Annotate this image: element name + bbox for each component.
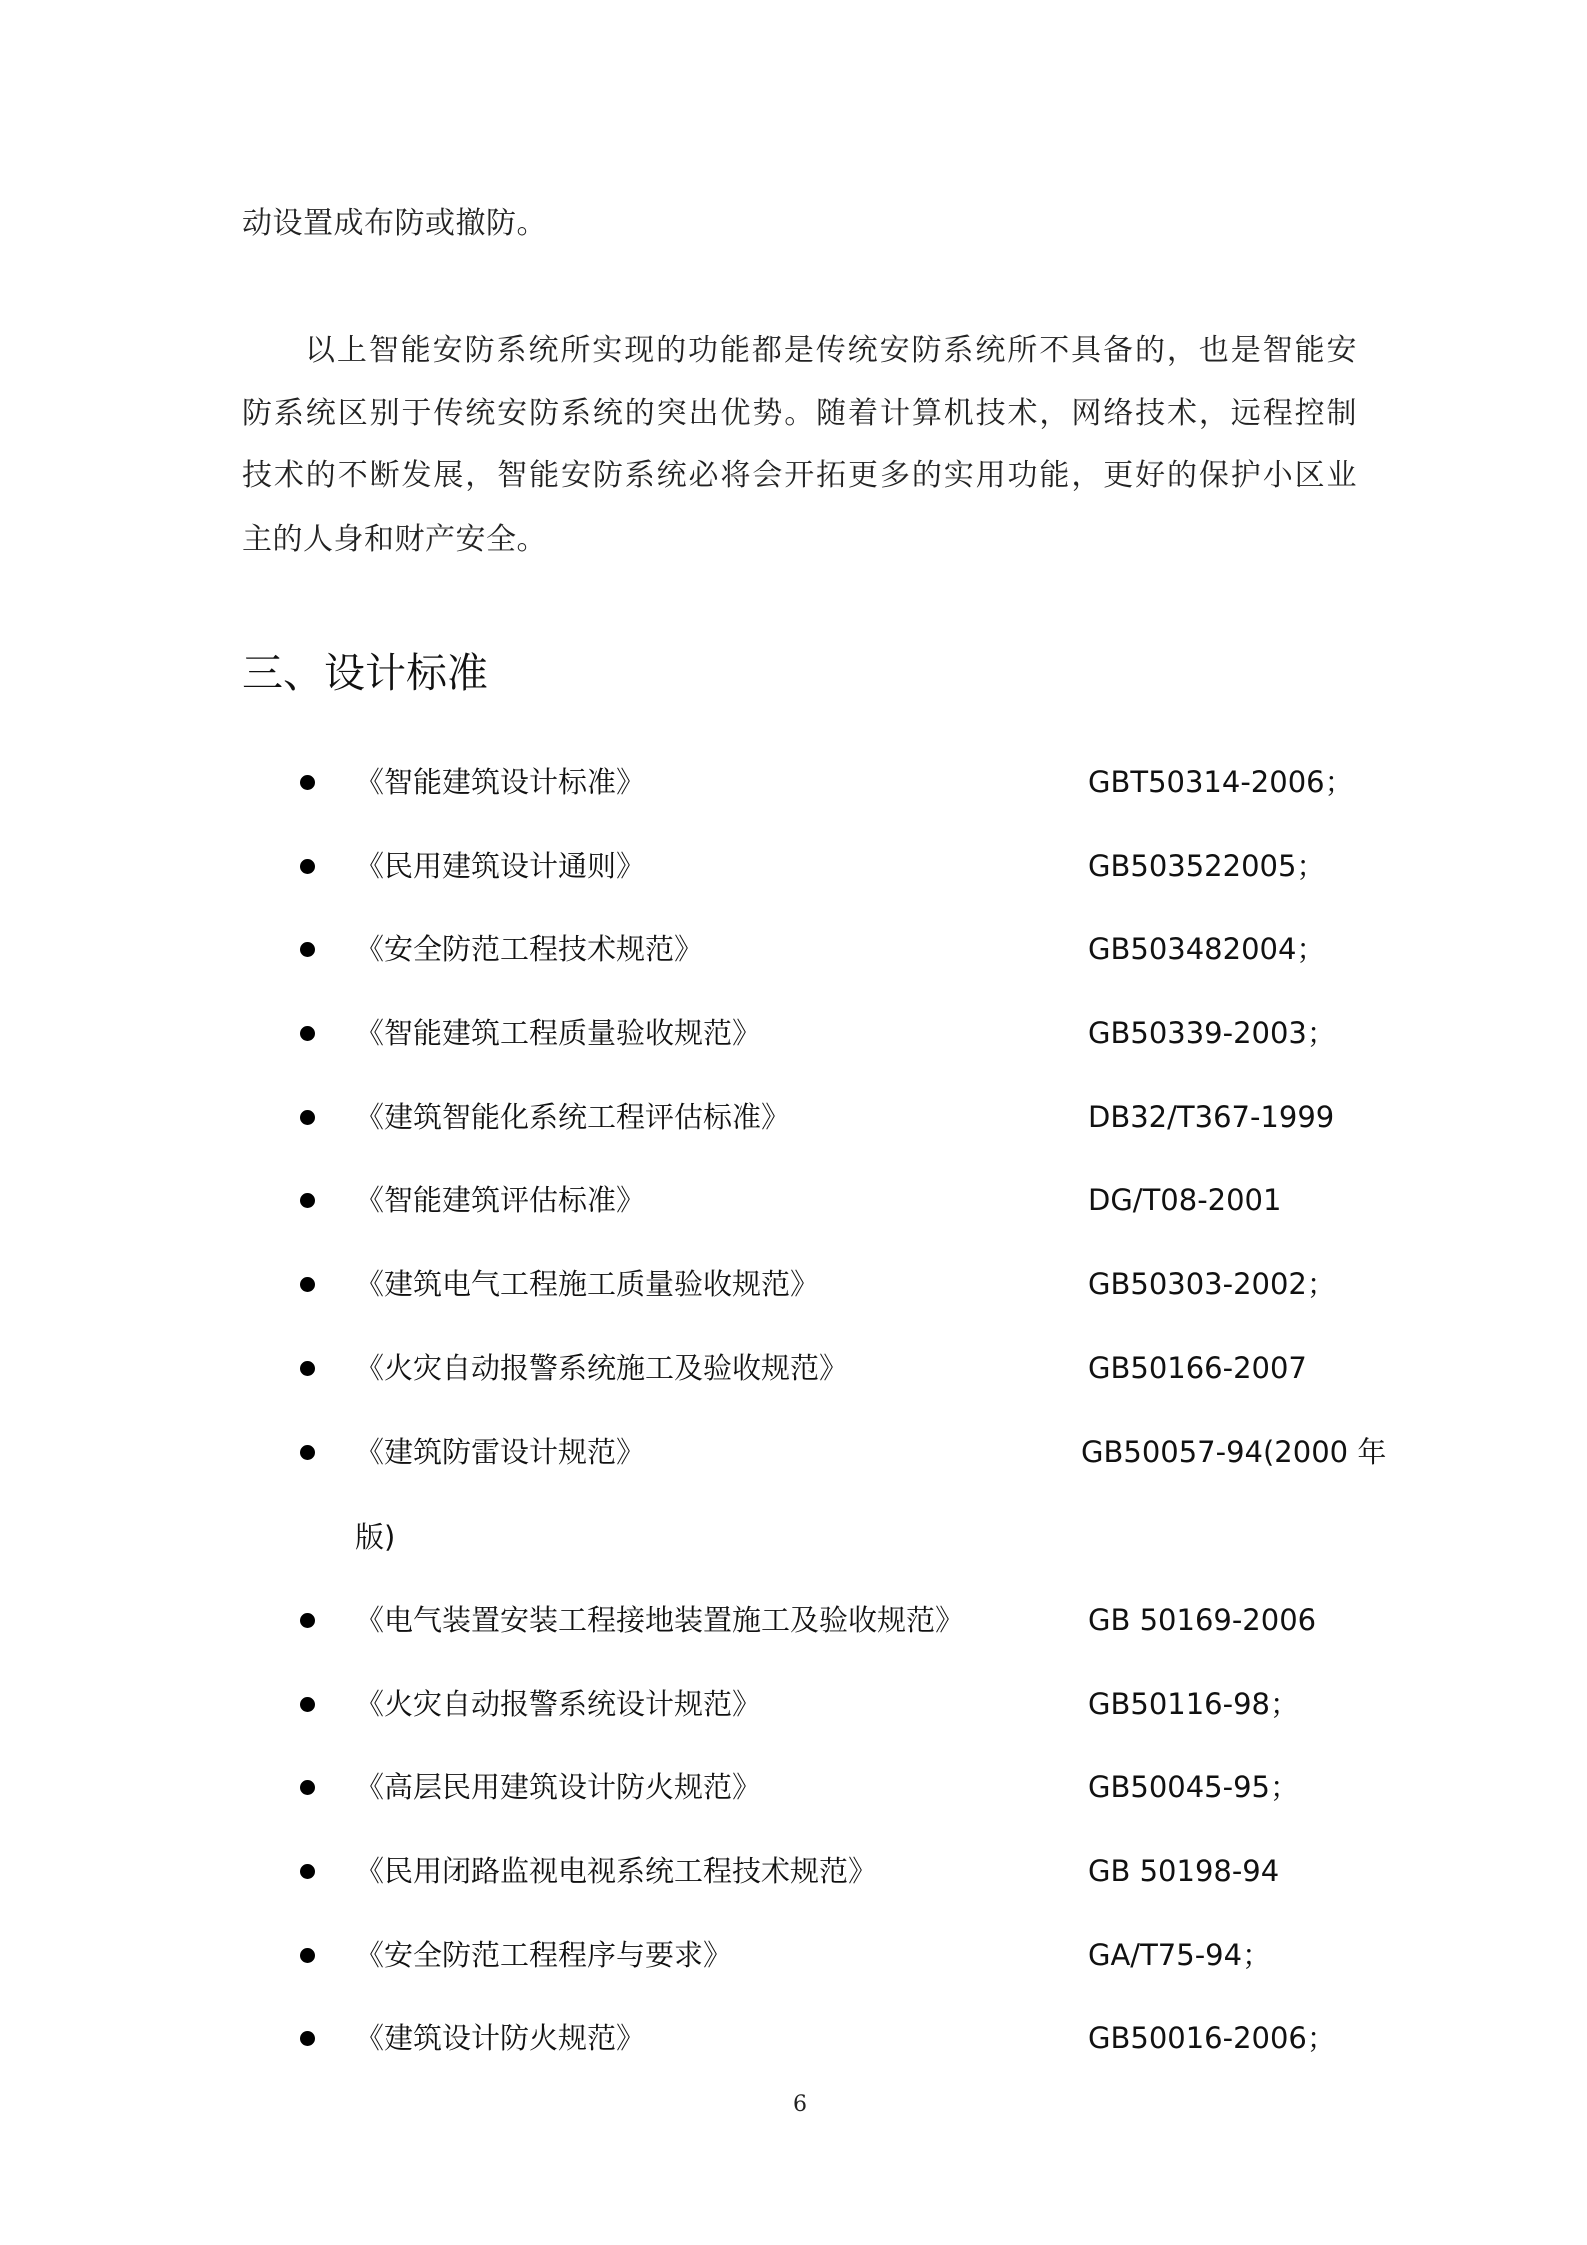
standard-item [0,1180,1587,1220]
standard-code: DB32/T367-1999 [1088,1100,1335,1134]
standard-title: 《智能建筑设计标准》 [355,765,646,799]
standard-code: GB50016-2006； [1088,2021,1336,2055]
standard-code: GB503482004； [1088,932,1326,966]
paragraph-line: 主的人身和财产安全。 [242,522,547,557]
standard-code: GB503522005； [1088,849,1326,883]
bullet-icon [300,1361,315,1376]
standard-code: DG/T08-2001 [1088,1183,1282,1217]
bullet-icon [300,1613,315,1628]
standard-item [0,846,1587,886]
section-heading: 三、设计标准 [242,649,488,697]
bullet-icon [300,1193,315,1208]
bullet-icon [300,942,315,957]
standard-title: 《建筑设计防火规范》 [355,2021,646,2055]
bullet-icon [300,775,315,790]
bullet-icon [300,1026,315,1041]
standard-code: GB50057-94(2000 年 [1081,1435,1387,1469]
paragraph-line: 以上智能安防系统所实现的功能都是传统安防系统所不具备的，也是智能安 [305,333,1357,368]
standard-title: 《火灾自动报警系统设计规范》 [355,1687,762,1721]
bullet-icon [300,1948,315,1963]
standard-code: GB 50198-94 [1088,1854,1280,1888]
standard-item [0,1767,1587,1807]
standard-title: 《建筑电气工程施工质量验收规范》 [355,1267,820,1301]
standard-item [0,1851,1587,1891]
bullet-icon [300,1277,315,1292]
standard-title: 《智能建筑工程质量验收规范》 [355,1016,762,1050]
standard-item [0,929,1587,969]
page-number: 6 [793,2092,807,2117]
standard-title: 《建筑智能化系统工程评估标准》 [355,1100,791,1134]
paragraph-line: 技术的不断发展，智能安防系统必将会开拓更多的实用功能，更好的保护小区业 [242,458,1357,493]
standard-title: 《智能建筑评估标准》 [355,1183,646,1217]
standard-item [0,1097,1587,1137]
standard-item [0,2018,1587,2058]
standard-title: 《安全防范工程技术规范》 [355,932,704,966]
bullet-icon [300,1697,315,1712]
standard-code-continuation: 版) [355,1520,396,1554]
standard-code: GB50303-2002； [1088,1267,1336,1301]
standard-code: GB50166-2007 [1088,1351,1307,1385]
standard-item [0,1684,1587,1724]
standard-title: 《民用闭路监视电视系统工程技术规范》 [355,1854,878,1888]
bullet-icon [300,1864,315,1879]
bullet-icon [300,2031,315,2046]
standard-code: GB50045-95； [1088,1770,1299,1804]
standard-title: 《建筑防雷设计规范》 [355,1435,646,1469]
standard-code: GA/T75-94； [1088,1938,1272,1972]
standard-item [0,1935,1587,1975]
standard-title: 《火灾自动报警系统施工及验收规范》 [355,1351,849,1385]
standard-item [0,1264,1587,1304]
standard-code: GBT50314-2006； [1088,765,1354,799]
bullet-icon [300,1780,315,1795]
standard-code: GB50116-98； [1088,1687,1299,1721]
standard-item [0,1348,1587,1388]
standard-item [0,762,1587,802]
standard-code: GB50339-2003； [1088,1016,1336,1050]
bullet-icon [300,1445,315,1460]
standard-item [0,1013,1587,1053]
paragraph-line: 动设置成布防或撤防。 [242,206,547,241]
paragraph-line: 防系统区别于传统安防系统的突出优势。随着计算机技术，网络技术，远程控制 [242,396,1357,431]
standard-code: GB 50169-2006 [1088,1603,1317,1637]
standard-title: 《电气装置安装工程接地装置施工及验收规范》 [355,1603,965,1637]
bullet-icon [300,1110,315,1125]
standard-item [0,1600,1587,1640]
standard-item [0,1432,1587,1472]
standard-title: 《高层民用建筑设计防火规范》 [355,1770,762,1804]
standard-title: 《安全防范工程程序与要求》 [355,1938,733,1972]
bullet-icon [300,859,315,874]
standard-title: 《民用建筑设计通则》 [355,849,646,883]
